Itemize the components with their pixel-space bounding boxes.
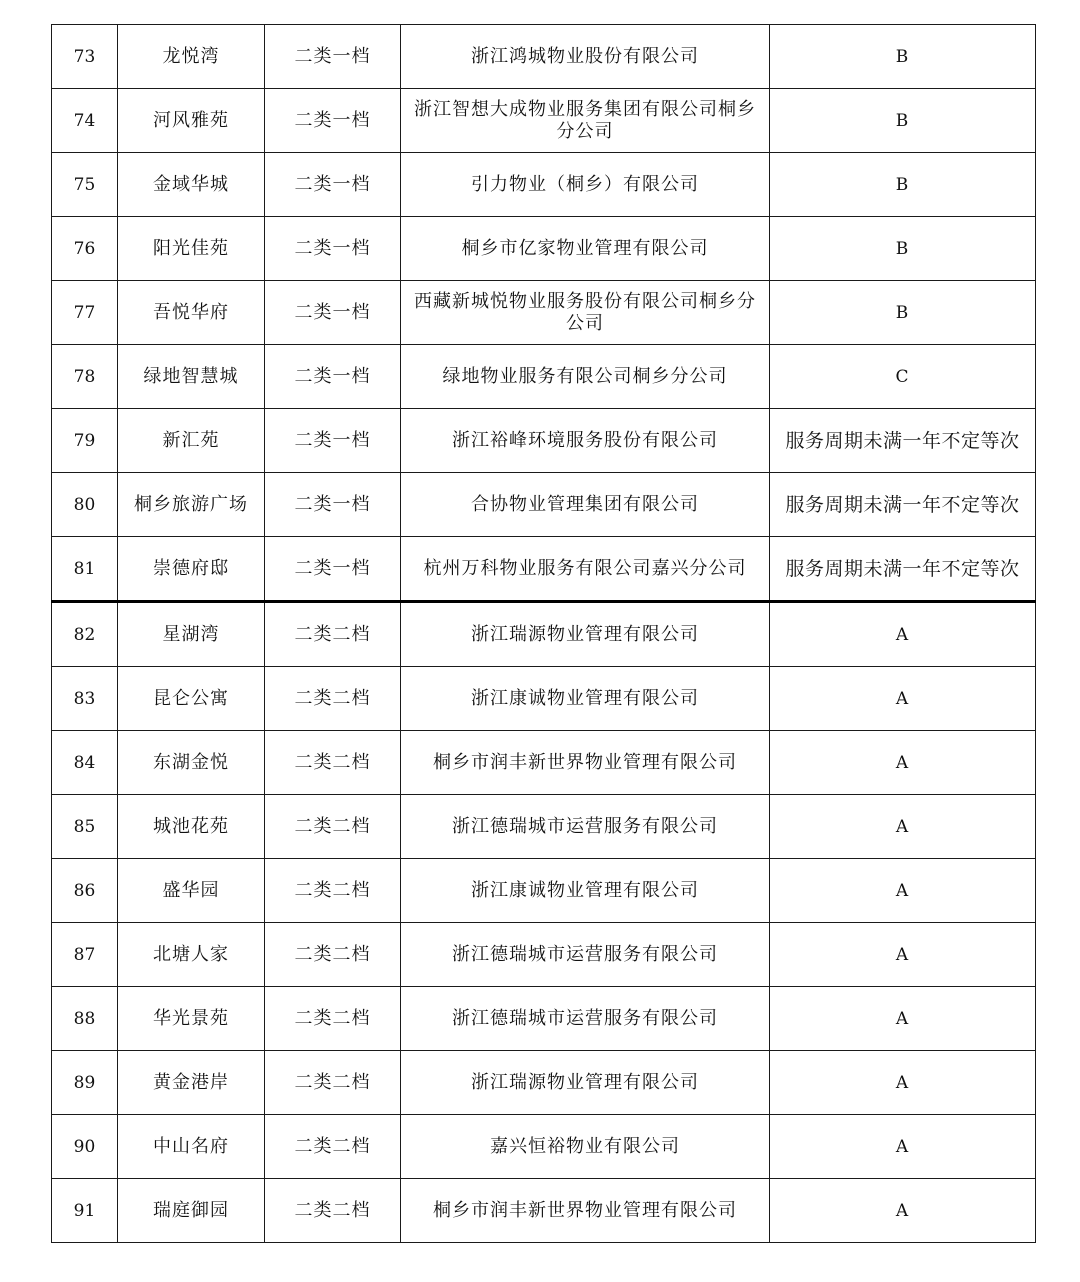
- cell-number: 73: [52, 25, 118, 89]
- cell-rating: B: [770, 89, 1036, 153]
- cell-company: 浙江德瑞城市运营服务有限公司: [401, 987, 770, 1051]
- cell-number: 91: [52, 1179, 118, 1243]
- cell-category: 二类二档: [265, 923, 401, 987]
- cell-project-name: 瑞庭御园: [118, 1179, 265, 1243]
- table-row: [52, 25, 1036, 89]
- table-row: [52, 1051, 1036, 1115]
- cell-category: 二类二档: [265, 667, 401, 731]
- cell-category: 二类一档: [265, 537, 401, 602]
- cell-project-name: 桐乡旅游广场: [118, 473, 265, 537]
- cell-number: 88: [52, 987, 118, 1051]
- table-row: [52, 602, 1036, 667]
- cell-company: 浙江瑞源物业管理有限公司: [401, 1051, 770, 1115]
- table-row: [52, 1115, 1036, 1179]
- cell-project-name: 吾悦华府: [118, 281, 265, 345]
- cell-rating: B: [770, 25, 1036, 89]
- table-row: [52, 795, 1036, 859]
- cell-rating: A: [770, 987, 1036, 1051]
- cell-project-name: 龙悦湾: [118, 25, 265, 89]
- cell-number: 79: [52, 409, 118, 473]
- cell-project-name: 星湖湾: [118, 602, 265, 667]
- cell-category: 二类二档: [265, 1051, 401, 1115]
- cell-number: 85: [52, 795, 118, 859]
- cell-number: 81: [52, 537, 118, 602]
- cell-rating: A: [770, 602, 1036, 667]
- cell-company: 浙江康诚物业管理有限公司: [401, 859, 770, 923]
- cell-project-name: 河风雅苑: [118, 89, 265, 153]
- cell-rating: A: [770, 667, 1036, 731]
- table-row: [52, 859, 1036, 923]
- cell-project-name: 昆仑公寓: [118, 667, 265, 731]
- cell-rating: A: [770, 731, 1036, 795]
- cell-company: 合协物业管理集团有限公司: [401, 473, 770, 537]
- cell-category: 二类二档: [265, 795, 401, 859]
- cell-project-name: 盛华园: [118, 859, 265, 923]
- cell-company: 绿地物业服务有限公司桐乡分公司: [401, 345, 770, 409]
- cell-category: 二类一档: [265, 217, 401, 281]
- cell-category: 二类一档: [265, 473, 401, 537]
- cell-number: 76: [52, 217, 118, 281]
- cell-number: 89: [52, 1051, 118, 1115]
- cell-number: 75: [52, 153, 118, 217]
- cell-company: 桐乡市润丰新世界物业管理有限公司: [401, 1179, 770, 1243]
- cell-rating: B: [770, 153, 1036, 217]
- cell-rating: C: [770, 345, 1036, 409]
- cell-rating: A: [770, 859, 1036, 923]
- cell-category: 二类一档: [265, 345, 401, 409]
- cell-company: 杭州万科物业服务有限公司嘉兴分公司: [401, 537, 770, 602]
- cell-project-name: 阳光佳苑: [118, 217, 265, 281]
- cell-project-name: 黄金港岸: [118, 1051, 265, 1115]
- table-row: [52, 153, 1036, 217]
- table-row: [52, 987, 1036, 1051]
- cell-company: 浙江裕峰环境服务股份有限公司: [401, 409, 770, 473]
- cell-project-name: 中山名府: [118, 1115, 265, 1179]
- cell-project-name: 绿地智慧城: [118, 345, 265, 409]
- cell-company: 桐乡市亿家物业管理有限公司: [401, 217, 770, 281]
- table-row: [52, 281, 1036, 345]
- cell-category: 二类二档: [265, 602, 401, 667]
- table-row: [52, 537, 1036, 602]
- cell-number: 90: [52, 1115, 118, 1179]
- cell-rating: A: [770, 1179, 1036, 1243]
- table-row: [52, 89, 1036, 153]
- cell-number: 83: [52, 667, 118, 731]
- table-body: [52, 25, 1036, 1243]
- cell-category: 二类一档: [265, 25, 401, 89]
- table-row: [52, 217, 1036, 281]
- cell-number: 77: [52, 281, 118, 345]
- cell-category: 二类一档: [265, 409, 401, 473]
- cell-company: 浙江瑞源物业管理有限公司: [401, 602, 770, 667]
- cell-category: 二类一档: [265, 281, 401, 345]
- cell-number: 87: [52, 923, 118, 987]
- cell-category: 二类一档: [265, 89, 401, 153]
- cell-category: 二类一档: [265, 153, 401, 217]
- cell-company: 浙江德瑞城市运营服务有限公司: [401, 923, 770, 987]
- table-row: [52, 345, 1036, 409]
- cell-category: 二类二档: [265, 1115, 401, 1179]
- cell-rating: A: [770, 1051, 1036, 1115]
- cell-company: 浙江德瑞城市运营服务有限公司: [401, 795, 770, 859]
- cell-project-name: 金域华城: [118, 153, 265, 217]
- cell-rating: B: [770, 281, 1036, 345]
- table-row: [52, 667, 1036, 731]
- cell-project-name: 东湖金悦: [118, 731, 265, 795]
- cell-rating: 服务周期未满一年不定等次: [770, 409, 1036, 473]
- cell-company: 引力物业（桐乡）有限公司: [401, 153, 770, 217]
- cell-category: 二类二档: [265, 731, 401, 795]
- cell-project-name: 城池花苑: [118, 795, 265, 859]
- cell-rating: A: [770, 1115, 1036, 1179]
- table-row: [52, 473, 1036, 537]
- cell-project-name: 华光景苑: [118, 987, 265, 1051]
- cell-project-name: 新汇苑: [118, 409, 265, 473]
- cell-rating: 服务周期未满一年不定等次: [770, 537, 1036, 602]
- cell-number: 80: [52, 473, 118, 537]
- table-row: [52, 923, 1036, 987]
- table-row: [52, 409, 1036, 473]
- cell-company: 浙江鸿城物业股份有限公司: [401, 25, 770, 89]
- cell-project-name: 崇德府邸: [118, 537, 265, 602]
- cell-company: 嘉兴恒裕物业有限公司: [401, 1115, 770, 1179]
- cell-category: 二类二档: [265, 1179, 401, 1243]
- cell-number: 86: [52, 859, 118, 923]
- cell-number: 78: [52, 345, 118, 409]
- cell-rating: B: [770, 217, 1036, 281]
- table-row: [52, 1179, 1036, 1243]
- cell-company: 桐乡市润丰新世界物业管理有限公司: [401, 731, 770, 795]
- property-rating-table: [51, 24, 1036, 1243]
- cell-number: 74: [52, 89, 118, 153]
- cell-rating: A: [770, 923, 1036, 987]
- cell-project-name: 北塘人家: [118, 923, 265, 987]
- cell-company: 浙江康诚物业管理有限公司: [401, 667, 770, 731]
- cell-category: 二类二档: [265, 859, 401, 923]
- cell-rating: 服务周期未满一年不定等次: [770, 473, 1036, 537]
- cell-rating: A: [770, 795, 1036, 859]
- table-row: [52, 731, 1036, 795]
- cell-number: 84: [52, 731, 118, 795]
- cell-company: 浙江智想大成物业服务集团有限公司桐乡分公司: [401, 89, 770, 153]
- cell-company: 西藏新城悦物业服务股份有限公司桐乡分公司: [401, 281, 770, 345]
- cell-number: 82: [52, 602, 118, 667]
- cell-category: 二类二档: [265, 987, 401, 1051]
